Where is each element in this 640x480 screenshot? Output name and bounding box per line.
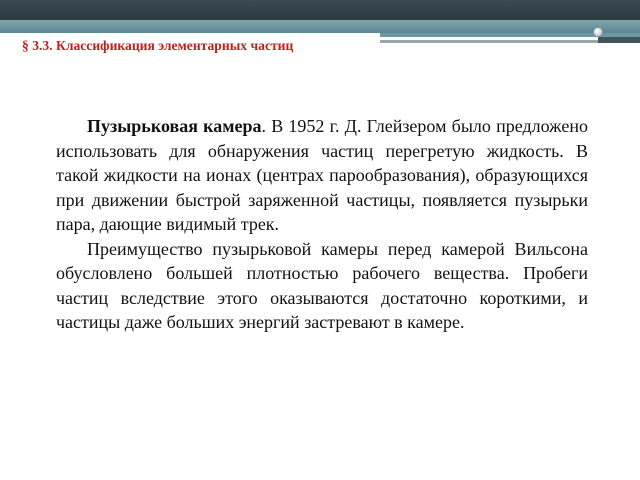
paragraph-lead: Пузырьковая камера xyxy=(87,116,262,136)
slide-title: § 3.3. Классификация элементарных частиц xyxy=(22,38,294,53)
circle-bullet-icon xyxy=(593,27,603,37)
paragraph-bubble-chamber xyxy=(56,114,588,237)
header-gray-line xyxy=(380,40,598,43)
paragraph-text: . В 1952 г. Д. Глейзером было предложено использовать для обнаружения частиц перегретую жидкость. В такой жидкости на ионах (центрах парообразования), образующихся при движении быстрой заряженной частицы, появляется пузырьки пара, дающие видимый трек. xyxy=(56,116,588,234)
header-tab-mark xyxy=(598,37,640,43)
paragraph-text: Преимущество пузырьковой камеры перед камерой Вильсона обусловлено большей плотностью рабочего вещества. Пробеги частиц вследствие этого оказываются достаточно короткими, и частицы даже больших энергий застревают в камере. xyxy=(56,238,588,332)
header-teal-band xyxy=(0,20,640,33)
paragraph-advantage xyxy=(56,237,588,335)
header-dark-band xyxy=(0,0,640,20)
slide-body xyxy=(56,114,588,335)
